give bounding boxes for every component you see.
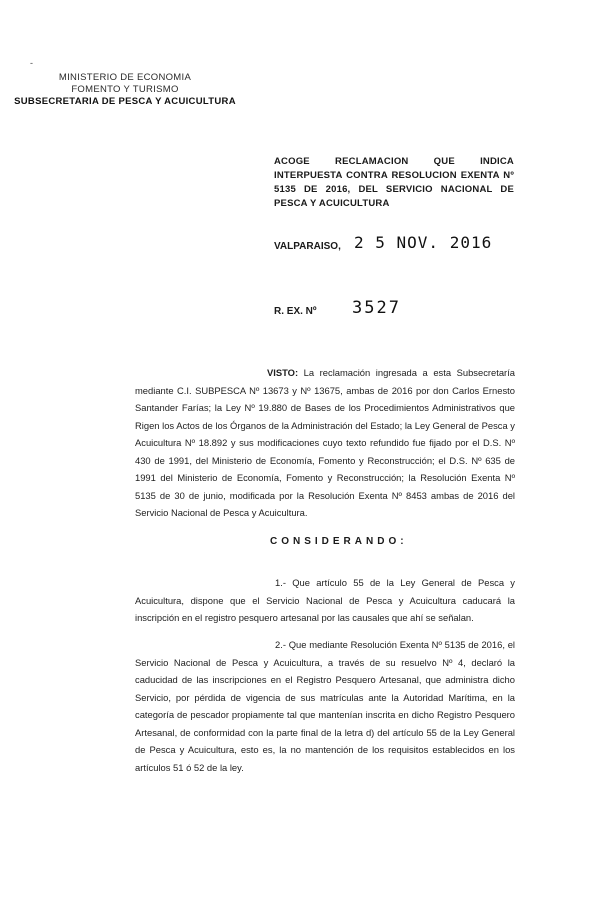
considerando-point-2 <box>135 636 515 776</box>
subsecretaria-line: SUBSECRETARIA DE PESCA Y ACUICULTURA <box>14 96 236 107</box>
rex-number-stamp: 3527 <box>352 298 401 318</box>
letterhead <box>0 72 250 108</box>
resolution-subject: ACOGE RECLAMACION QUE INDICA INTERPUESTA CONTRA RESOLUCION EXENTA Nº 5135 DE 2016, DEL SERVICIO NACIONAL DE PESCA Y ACUICULTURA <box>274 156 514 209</box>
point-1-text: Que artículo 55 de la Ley General de Pesca y Acuicultura, dispone que el Servicio Nacional de Pesca y Acuicultura caducará la inscripción en el registro pesquero artesanal por las causales que ahí se señalan. <box>135 577 515 623</box>
visto-paragraph <box>135 364 515 522</box>
ministry-line-2: FOMENTO Y TURISMO <box>71 84 179 95</box>
visto-label: VISTO: <box>267 367 299 378</box>
rex-label: R. EX. Nº <box>274 306 317 317</box>
considerando-heading: CONSIDERANDO: <box>270 536 408 547</box>
point-2-text: Que mediante Resolución Exenta Nº 5135 de 2016, el Servicio Nacional de Pesca y Acuicultura, a través de su resuelvo Nº 4, declaró la caducidad de las inscripciones en el Registro Pesquero Artesanal, que administra dicho Servicio, por pérdida de vigencia de sus matrículas ante la Autoridad Marítima, en la categoría de pescador propiamente tal que mantenían inscrita en dicho Registro Pesquero Artesanal, de conformidad con la parte final de la letra d) del artículo 55 de la Ley General de Pesca y Acuicultura, esto es, la no mantención de los requisitos establecidos en los artículos 51 ó 52 de la ley. <box>135 639 515 773</box>
place-label: VALPARAISO, <box>274 241 341 252</box>
margin-mark: - <box>30 58 33 68</box>
point-2-number: 2.- <box>275 639 286 650</box>
point-1-number: 1.- <box>275 577 286 588</box>
considerando-point-1 <box>135 574 515 627</box>
visto-text: La reclamación ingresada a esta Subsecretaría mediante C.I. SUBPESCA Nº 13673 y Nº 13675, ambas de 2016 por don Carlos Ernesto Santander Farías; la Ley Nº 19.880 de Bases de los Procedimientos Administrativos que Rigen los Actos de los Órganos de la Administración del Estado; la Ley General de Pesca y Acuicultura Nº 18.892 y sus modificaciones cuyo texto refundido fue fijado por el D.S. Nº 430 de 1991, del Ministerio de Economía, Fomento y Reconstrucción; el D.S. Nº 635 de 1991 del Ministerio de Economía, Fomento y Reconstrucción; la Resolución Exenta Nº 5135 de 30 de junio, modificada por la Resolución Exenta Nº 8453 ambas de 2016 del Servicio Nacional de Pesca y Acuicultura. <box>135 367 515 518</box>
ministry-line-1: MINISTERIO DE ECONOMIA <box>58 72 192 83</box>
date-stamp: 2 5 NOV. 2016 <box>354 233 493 252</box>
